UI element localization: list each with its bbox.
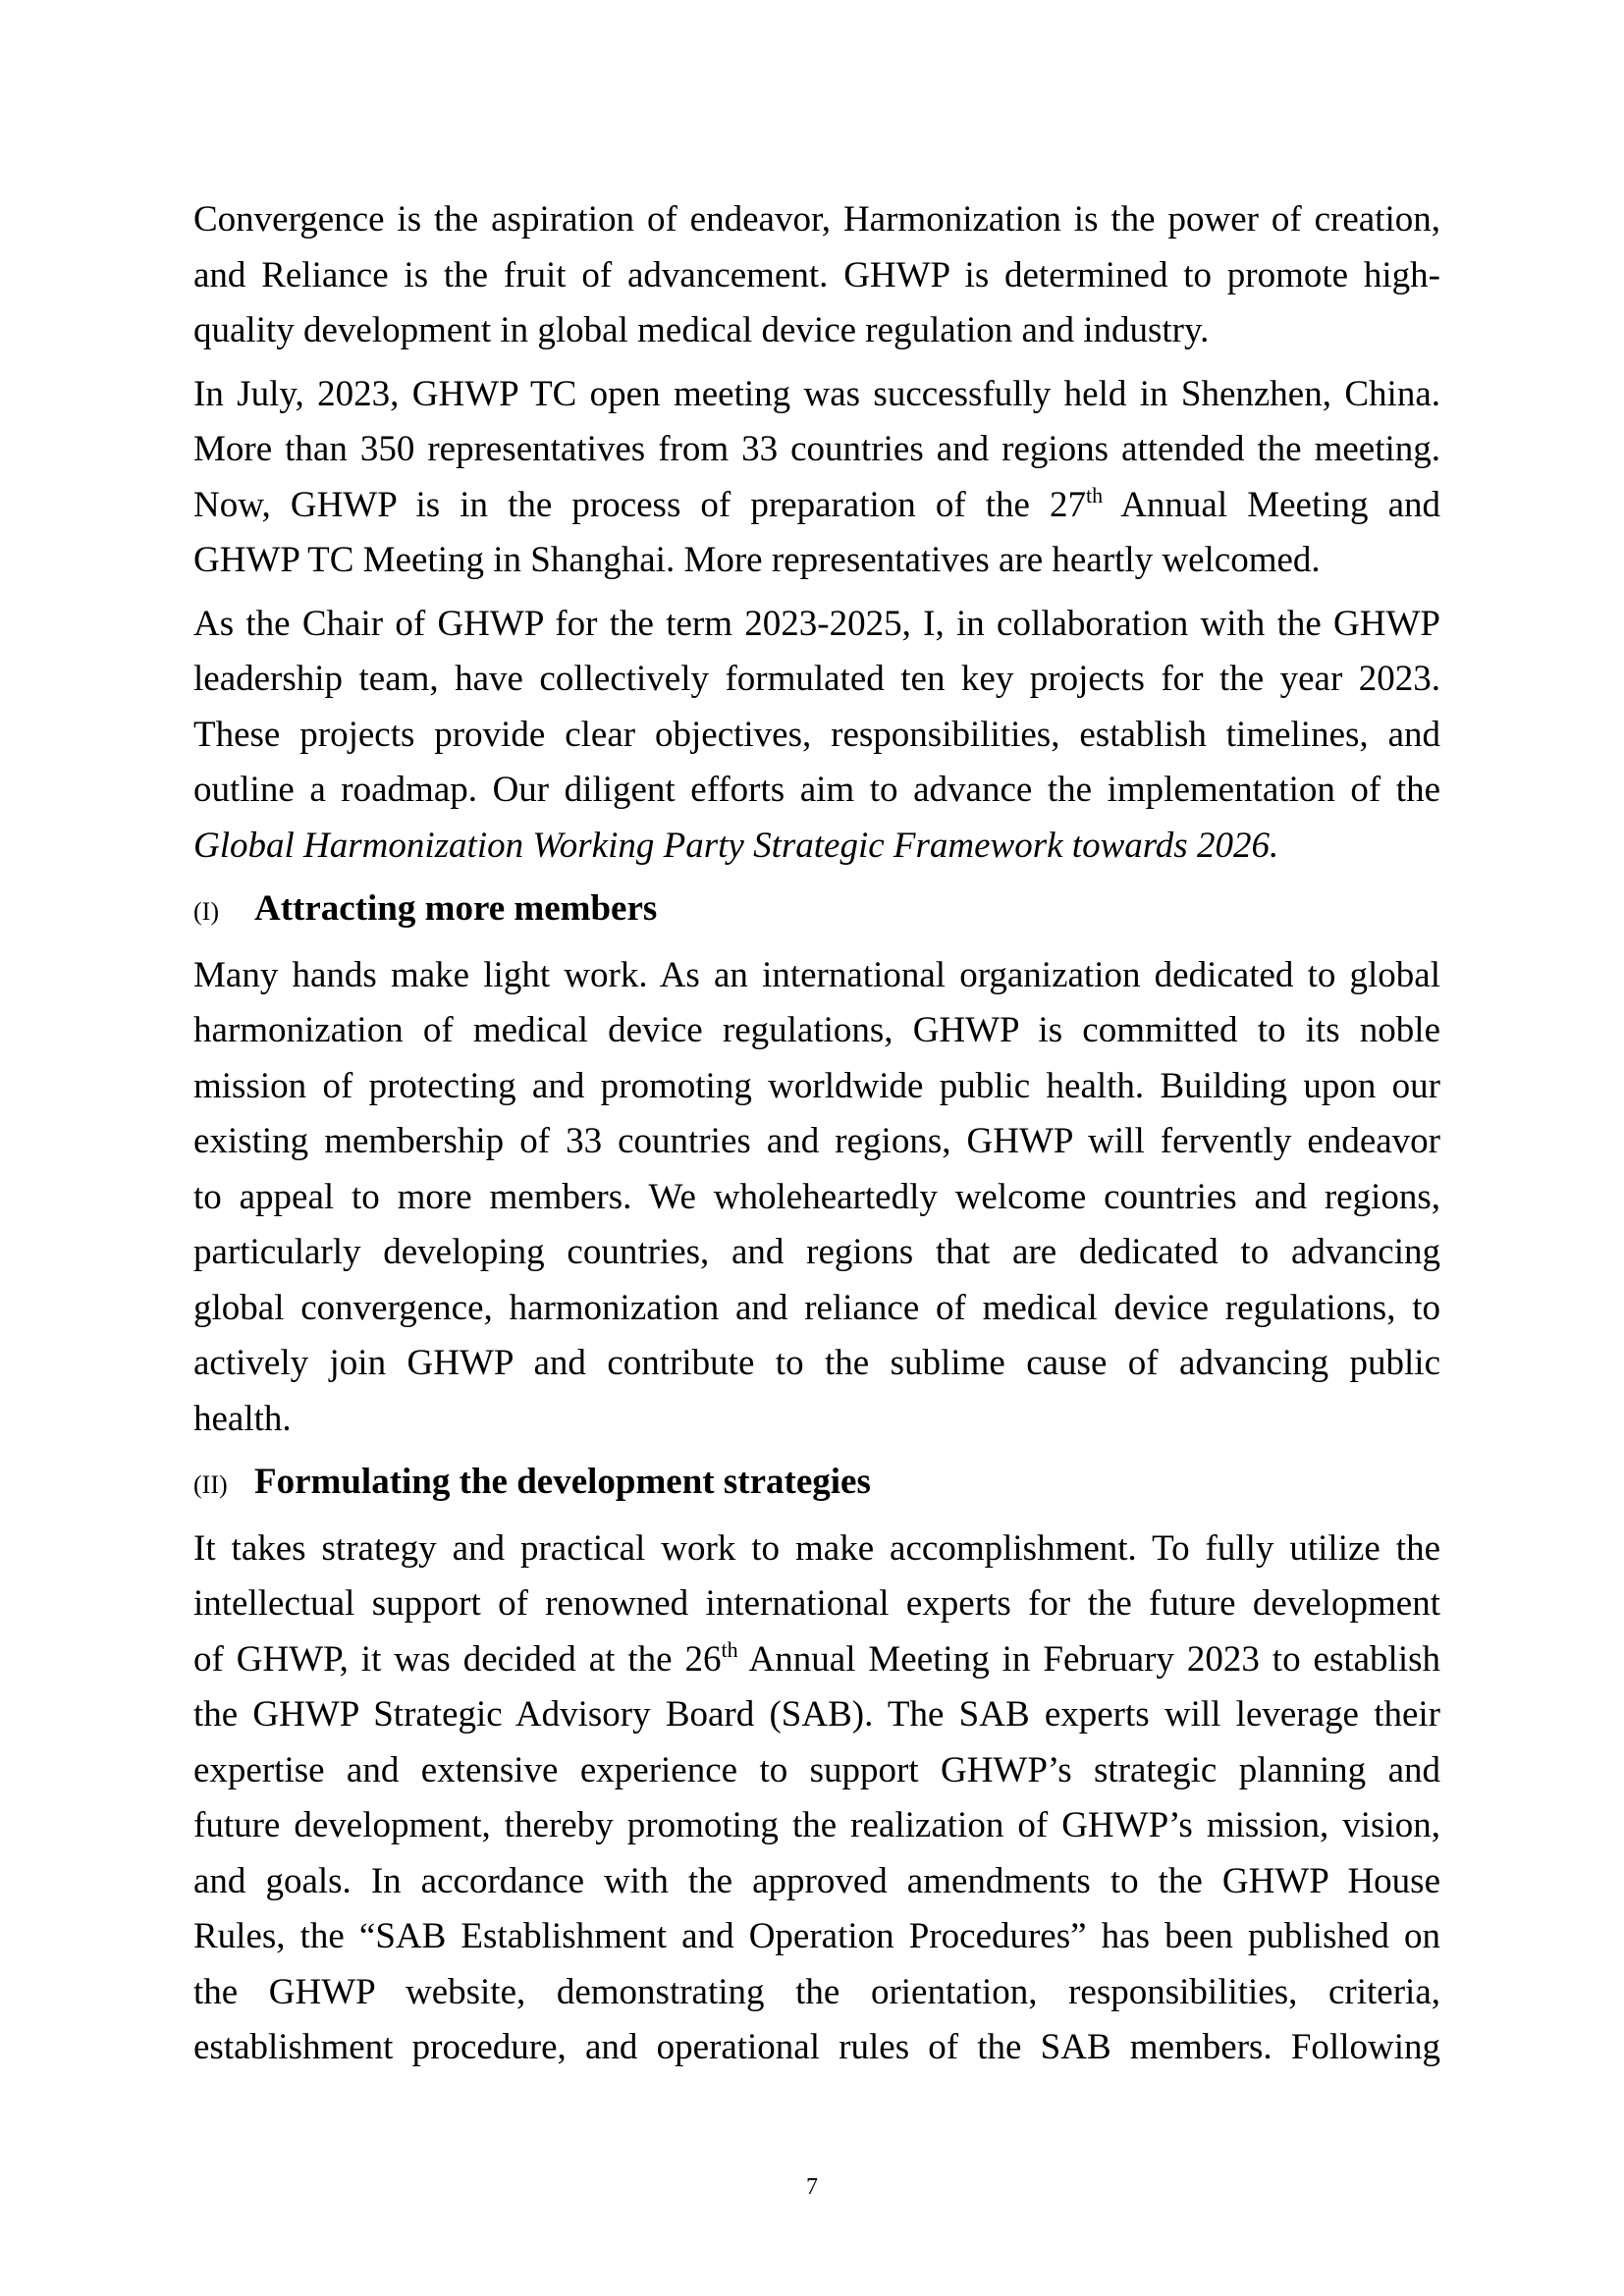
text-line: outline a roadmap. Our diligent efforts aim to advance the implementation of the bbox=[193, 770, 1440, 810]
section-title: Attracting more members bbox=[254, 888, 658, 929]
text-line: GHWP TC Meeting in Shanghai. More representatives are heartly welcomed. bbox=[193, 540, 1321, 580]
text-line: actively join GHWP and contribute to the sublime cause of advancing public bbox=[193, 1343, 1440, 1383]
document-page bbox=[193, 192, 1440, 2076]
text-line: harmonization of medical device regulations, GHWP is committed to its noble bbox=[193, 1010, 1440, 1050]
text-fragment: Annual Meeting in February 2023 to establish bbox=[737, 1638, 1441, 1680]
text-line: More than 350 representatives from 33 countries and regions attended the meeting. bbox=[193, 429, 1440, 469]
text-line bbox=[193, 1632, 1440, 1688]
text-line: leadership team, have collectively formulated ten key projects for the year 2023. bbox=[193, 659, 1440, 699]
text-line: establishment procedure, and operational rules of the SAB members. Following bbox=[193, 2027, 1440, 2067]
section-heading-attracting-members bbox=[193, 881, 1440, 940]
page-number: 7 bbox=[806, 2174, 818, 2200]
section-title: Formulating the development strategies bbox=[254, 1462, 871, 1502]
ordinal-suffix: th bbox=[1086, 482, 1104, 507]
text-line: These projects provide clear objectives, responsibilities, establish timelines, and bbox=[193, 714, 1440, 755]
text-line: As the Chair of GHWP for the term 2023-2025, I, in collaboration with the GHWP bbox=[193, 603, 1440, 644]
meeting-paragraph bbox=[193, 367, 1440, 589]
text-line: and Reliance is the fruit of advancement. GHWP is determined to promote high- bbox=[193, 254, 1440, 295]
section-number: (I) bbox=[193, 897, 219, 926]
text-line: the GHWP Strategic Advisory Board (SAB). The SAB experts will leverage their bbox=[193, 1694, 1440, 1735]
text-line: future development, thereby promoting the realization of GHWP’s mission, vision, bbox=[193, 1805, 1440, 1845]
text-line: quality development in global medical device regulation and industry. bbox=[193, 310, 1210, 350]
section-number: (II) bbox=[193, 1470, 228, 1499]
section-heading-development-strategies bbox=[193, 1455, 1440, 1514]
text-fragment: of GHWP, it was decided at the 26 bbox=[193, 1638, 722, 1680]
ordinal-suffix: th bbox=[721, 1636, 738, 1662]
text-fragment: Annual Meeting and bbox=[1103, 484, 1441, 525]
text-line: the GHWP website, demonstrating the orientation, responsibilities, criteria, bbox=[193, 1971, 1440, 2012]
text-line: expertise and extensive experience to support GHWP’s strategic planning and bbox=[193, 1749, 1440, 1790]
text-line: intellectual support of renowned international experts for the future development bbox=[193, 1583, 1440, 1624]
text-line: mission of protecting and promoting worldwide public health. Building upon our bbox=[193, 1065, 1440, 1106]
text-fragment: Now, GHWP is in the process of preparation of the 27 bbox=[193, 484, 1087, 525]
text-line: to appeal to more members. We wholeheartedly welcome countries and regions, bbox=[193, 1176, 1440, 1217]
text-line bbox=[193, 819, 1440, 875]
text-line: Many hands make light work. As an international organization dedicated to global bbox=[193, 954, 1440, 995]
strategies-paragraph bbox=[193, 1522, 1440, 2076]
text-line bbox=[193, 478, 1440, 534]
members-paragraph bbox=[193, 948, 1440, 1448]
text-line: and goals. In accordance with the approved amendments to the GHWP House bbox=[193, 1860, 1440, 1901]
text-line: It takes strategy and practical work to make accomplishment. To fully utilize the bbox=[193, 1527, 1440, 1569]
chair-paragraph bbox=[193, 597, 1440, 875]
text-line: health. bbox=[193, 1398, 292, 1439]
framework-title: Global Harmonization Working Party Strategic Framework towards 2026. bbox=[193, 825, 1279, 866]
text-line: Rules, the “SAB Establishment and Operation Procedures” has been published on bbox=[193, 1916, 1440, 1956]
text-line: global convergence, harmonization and reliance of medical device regulations, to bbox=[193, 1287, 1440, 1328]
intro-paragraph bbox=[193, 192, 1440, 359]
text-line: particularly developing countries, and regions that are dedicated to advancing bbox=[193, 1232, 1440, 1272]
text-line: existing membership of 33 countries and regions, GHWP will fervently endeavor bbox=[193, 1121, 1440, 1161]
text-line: In July, 2023, GHWP TC open meeting was successfully held in Shenzhen, China. bbox=[193, 373, 1440, 414]
text-line: Convergence is the aspiration of endeavor, Harmonization is the power of creation, bbox=[193, 199, 1440, 240]
